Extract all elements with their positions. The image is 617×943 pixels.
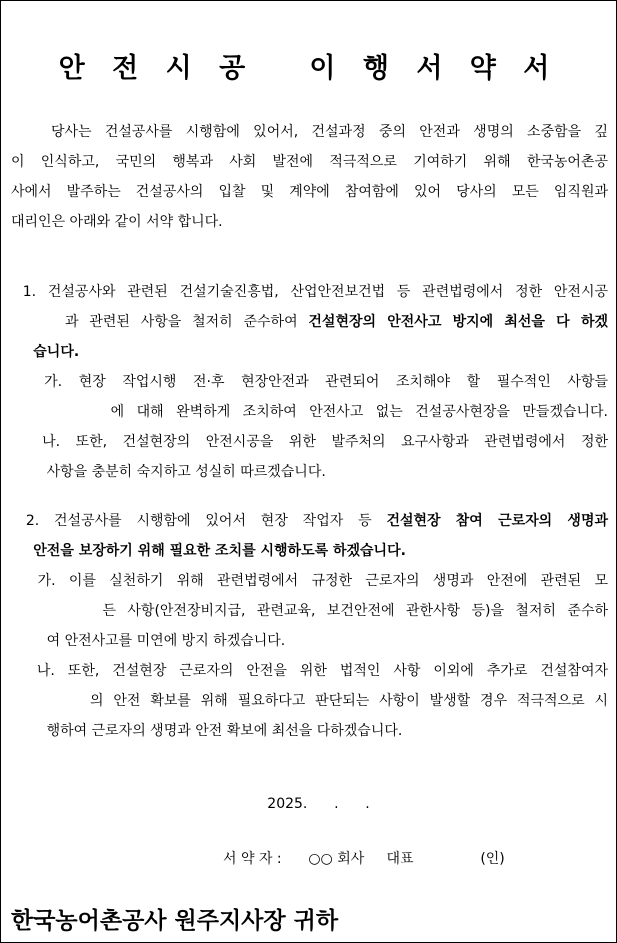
- item2-line: 2. 건설공사를 시행함에 있어서 현장 작업자 등 건설현장 참여 근로자의 생명과: [11, 513, 609, 529]
- item2-emphasis: 건설현장 참여 근로자의 생명과: [386, 513, 609, 529]
- item1-line: [11, 337, 608, 367]
- intro-line: 이 인식하고, 국민의 행복과 사회 발전에 적극적으로 기여하기 위해 한국농어촌공: [11, 154, 608, 170]
- item1-sub-line: 에 대해 완벽하게 조치하여 안전사고 없는 건설공사현장을 만들겠습니다.: [11, 404, 608, 420]
- intro-line: 대리인은 아래와 같이 서약 합니다.: [11, 214, 223, 230]
- item2-sub-line: 든 사항(안전장비지급, 관련교육, 보건안전에 관한사항 등)을 철저히 준수하: [11, 603, 608, 619]
- pledge-date: 2025. . .: [267, 796, 370, 812]
- document-title: 안 전 시 공 이 행 서 약 서: [58, 53, 559, 84]
- item1-line: 과 관련된 사항을 철저히 준수하여 건설현장의 안전사고 방지에 최선을 다 하겠: [11, 314, 608, 330]
- item1-sub-line: 가. 현장 작업시행 전·후 현장안전과 관련되어 조치해야 할 필수적인 사항들: [11, 374, 608, 390]
- item2-sub-line: 여 안전사고를 미연에 방지 하겠습니다.: [11, 633, 286, 649]
- item2-sub-line: 나. 또한, 건설현장 근로자의 안전을 위한 법적인 사항 이외에 추가로 건설참여자: [11, 663, 608, 679]
- intro-paragraph: [11, 117, 608, 237]
- item2-emphasis: 안전을 보장하기 위해 필요한 조치를 시행하도록 하겠습니다.: [33, 543, 406, 559]
- item1-sub-line: 나. 또한, 건설현장의 안전시공을 위한 발주처의 요구사항과 관련법령에서 정한: [11, 434, 608, 450]
- signer-line: 서 약 자 : ○○ 회사 대표 (인): [223, 851, 505, 867]
- item2-sub-line: 가. 이를 실천하기 위해 관련법령에서 규정한 근로자의 생명과 안전에 관련된 모: [11, 573, 608, 589]
- item1-emphasis: 습니다.: [33, 344, 80, 360]
- pledge-item-2: [11, 506, 608, 746]
- pledge-item-1: [11, 277, 608, 487]
- item1-emphasis: 건설현장의 안전사고 방지에 최선을 다 하겠: [308, 314, 608, 330]
- item2-sub-line: 행하여 근로자의 생명과 안전 확보에 최선을 다하겠습니다.: [11, 723, 403, 739]
- item1-sub-line: 사항을 충분히 숙지하고 성실히 따르겠습니다.: [11, 464, 326, 480]
- item1-line: 1. 건설공사와 관련된 건설기술진흥법, 산업안전보건법 등 관련법령에서 정한 안전시공: [11, 284, 608, 300]
- intro-line: 당사는 건설공사를 시행함에 있어서, 건설과정 중의 안전과 생명의 소중함을 깊: [11, 124, 608, 140]
- addressee: 한국농어촌공사 원주지사장 귀하: [11, 908, 339, 934]
- item2-line: [11, 536, 608, 566]
- intro-line: 사에서 발주하는 건설공사의 입찰 및 계약에 참여함에 있어 당사의 모든 임직원과: [11, 184, 608, 200]
- item2-sub-line: 의 안전 확보를 위해 필요하다고 판단되는 사항이 발생할 경우 적극적으로 시: [11, 693, 608, 709]
